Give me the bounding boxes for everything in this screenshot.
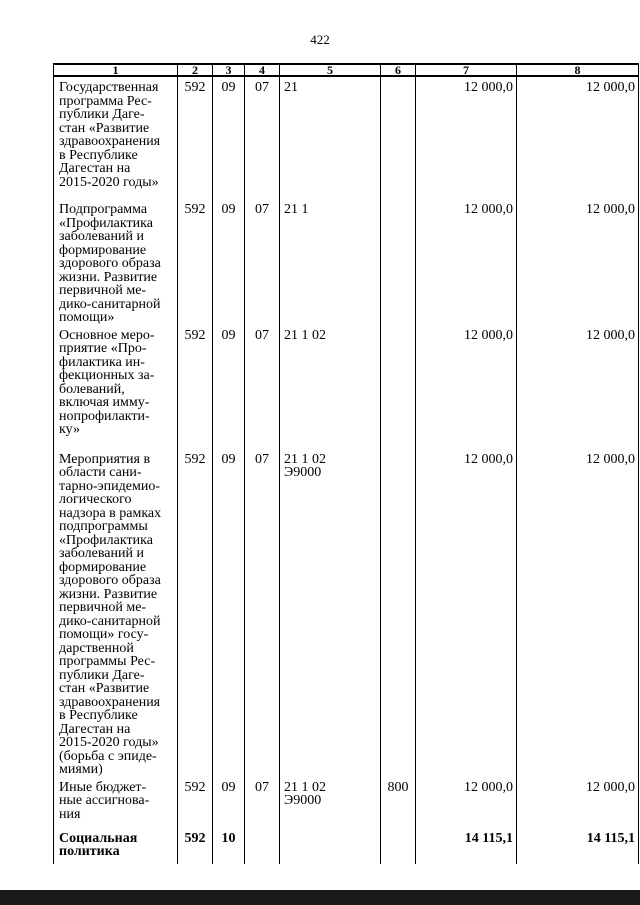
column-header: 7	[416, 64, 517, 76]
column-header: 2	[178, 64, 213, 76]
cell-expense-type	[381, 828, 416, 864]
column-header: 1	[54, 64, 178, 76]
cell-amount-col7: 12 000,0	[416, 199, 517, 325]
cell-expense-type	[381, 76, 416, 199]
row-name: Социальная политика	[59, 830, 138, 859]
table-row	[54, 325, 639, 449]
cell-subsection-code: 07	[245, 777, 280, 828]
table-row	[54, 199, 639, 325]
cell-amount-col7: 12 000,0	[416, 777, 517, 828]
column-header: 6	[381, 64, 416, 76]
scan-bottom-edge	[0, 890, 640, 905]
page-number: 422	[310, 32, 330, 47]
row-name-cell	[54, 449, 178, 777]
row-name-cell	[54, 76, 178, 199]
cell-amount-col8: 12 000,0	[517, 777, 639, 828]
cell-target-article: 21	[280, 76, 381, 199]
cell-section-code: 09	[213, 777, 245, 828]
cell-expense-type	[381, 199, 416, 325]
table-row	[54, 449, 639, 777]
cell-target-article	[280, 828, 381, 864]
cell-ministry-code: 592	[178, 199, 213, 325]
cell-ministry-code: 592	[178, 449, 213, 777]
row-name-cell	[54, 828, 178, 864]
cell-subsection-code: 07	[245, 325, 280, 449]
row-name-cell	[54, 199, 178, 325]
cell-amount-col8: 12 000,0	[517, 449, 639, 777]
row-name-cell	[54, 325, 178, 449]
cell-ministry-code: 592	[178, 777, 213, 828]
budget-table	[53, 63, 639, 864]
cell-subsection-code: 07	[245, 76, 280, 199]
column-header: 4	[245, 64, 280, 76]
cell-amount-col8: 14 115,1	[517, 828, 639, 864]
table-row	[54, 828, 639, 864]
cell-section-code: 09	[213, 449, 245, 777]
row-name: Основное меро- приятие «Про- филактика ин- фекционных за- болеваний, включая имму- нопрофилакти- ку»	[59, 327, 155, 437]
cell-section-code: 10	[213, 828, 245, 864]
row-name: Иные бюджет- ные ассигнова- ния	[59, 779, 150, 822]
cell-expense-type	[381, 325, 416, 449]
column-header: 8	[517, 64, 639, 76]
cell-target-article: 21 1 02	[280, 325, 381, 449]
cell-section-code: 09	[213, 325, 245, 449]
cell-amount-col8: 12 000,0	[517, 325, 639, 449]
cell-target-article: 21 1 02 Э9000	[280, 449, 381, 777]
cell-amount-col8: 12 000,0	[517, 199, 639, 325]
cell-subsection-code: 07	[245, 199, 280, 325]
cell-section-code: 09	[213, 199, 245, 325]
cell-section-code: 09	[213, 76, 245, 199]
row-name: Государственная программа Рес- публики Даге- стан «Развитие здравоохранения в Республике Дагестан на 2015-2020 годы»	[59, 80, 161, 190]
cell-target-article: 21 1 02 Э9000	[280, 777, 381, 828]
table-header-row	[54, 64, 639, 76]
row-name: Подпрограмма «Профилактика заболеваний и формирование здорового образа жизни. Развитие первичной ме- дико-санитарной помощи»	[59, 202, 161, 325]
column-header: 3	[213, 64, 245, 76]
cell-subsection-code	[245, 828, 280, 864]
table-row	[54, 777, 639, 828]
row-name: Мероприятия в области сани- тарно-эпидемио- логического надзора в рамках подпрограммы «Профилактика заболеваний и формирование здорового образа жизни. Развитие первичной ме- дико-санитарной помощи» госу- дарственной программы Рес- публики Даге- стан «Развитие здравоохранения в Республике Дагестан на 2015-2020 годы» (борьба с эпиде- миями)	[59, 451, 162, 777]
cell-target-article: 21 1	[280, 199, 381, 325]
cell-ministry-code: 592	[178, 828, 213, 864]
column-header: 5	[280, 64, 381, 76]
cell-amount-col7: 12 000,0	[416, 449, 517, 777]
cell-ministry-code: 592	[178, 325, 213, 449]
cell-amount-col7: 12 000,0	[416, 325, 517, 449]
cell-amount-col7: 14 115,1	[416, 828, 517, 864]
cell-subsection-code: 07	[245, 449, 280, 777]
cell-amount-col7: 12 000,0	[416, 76, 517, 199]
cell-expense-type	[381, 449, 416, 777]
budget-table-container	[53, 63, 638, 859]
cell-expense-type: 800	[381, 777, 416, 828]
table-row	[54, 76, 639, 199]
row-name-cell	[54, 777, 178, 828]
cell-amount-col8: 12 000,0	[517, 76, 639, 199]
cell-ministry-code: 592	[178, 76, 213, 199]
